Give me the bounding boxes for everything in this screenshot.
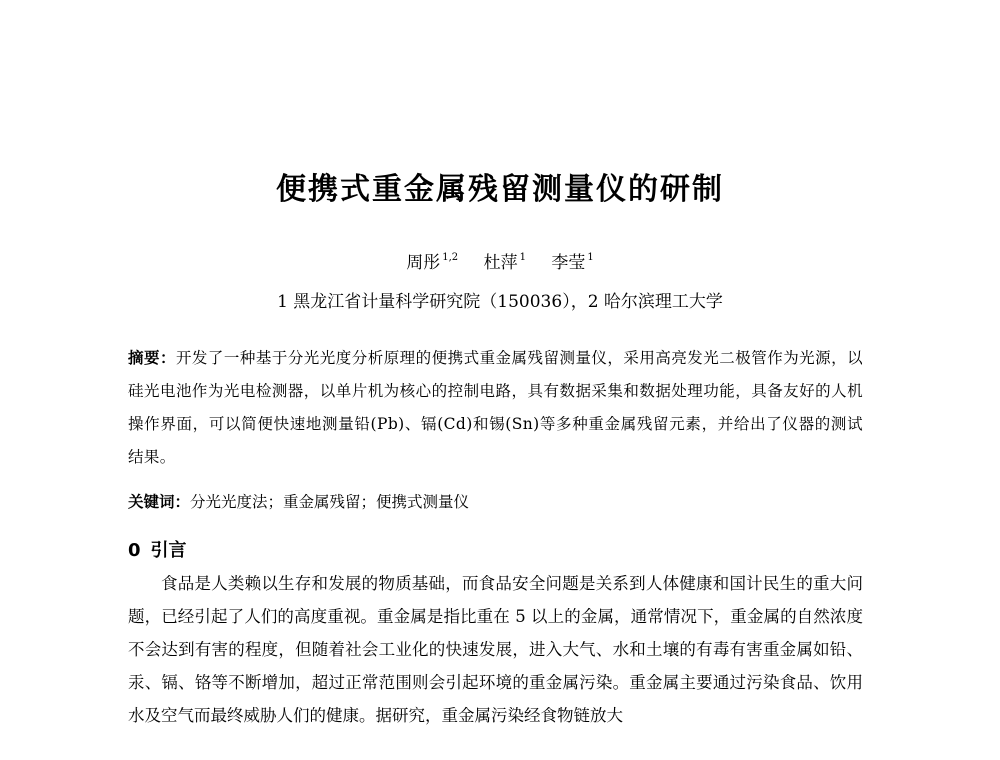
affiliation: 1 黑龙江省计量科学研究院（150036），2 哈尔滨理工大学 — [277, 292, 723, 312]
author-name: 杜萍 — [483, 253, 518, 273]
keywords — [128, 490, 863, 514]
section-title: 引言 — [150, 540, 187, 561]
author-affiliation-mark: 1 — [587, 252, 594, 263]
keywords-label: 关键词： — [128, 493, 191, 511]
author-3 — [551, 253, 593, 273]
abstract — [128, 342, 863, 474]
author-list — [0, 248, 1000, 273]
author-2 — [484, 253, 526, 273]
section-number: 0 — [128, 540, 141, 561]
author-affiliation-mark: 1 — [519, 252, 526, 263]
keywords-text: 分光光度法；重金属残留；便携式测量仪 — [190, 493, 470, 511]
paper-title: 便携式重金属残留测量仪的研制 — [276, 172, 724, 207]
abstract-label: 摘要： — [128, 349, 176, 367]
section-heading — [128, 536, 187, 562]
author-affiliation-mark: 1,2 — [442, 252, 459, 263]
body-paragraph: 食品是人类赖以生存和发展的物质基础，而食品安全问题是关系到人体健康和国计民生的重大问题，已经引起了人们的高度重视。重金属是指比重在 5 以上的金属，通常情况下，重金属的自然浓度不会达到有害的程度，但随着社会工业化的快速发展，进入大气、水和土壤的有毒有害重金属如铅、汞、镉、铬等不断增加，超过正常范围则会引起环境的重金属污染。重金属主要通过污染食品、饮用水及空气而最终威胁人们的健康。据研究，重金属污染经食物链放大 — [128, 574, 863, 725]
author-name: 周彤 — [406, 253, 441, 273]
author-name: 李莹 — [551, 253, 586, 273]
abstract-text: 开发了一种基于分光光度分析原理的便携式重金属残留测量仪，采用高亮发光二极管作为光源，以硅光电池作为光电检测器，以单片机为核心的控制电路，具有数据采集和数据处理功能，具备友好的人机操作界面，可以简便快速地测量铅(Pb)、镉(Cd)和锡(Sn)等多种重金属残留元素，并给出了仪器的测试结果。 — [128, 349, 864, 466]
author-1 — [406, 253, 458, 273]
